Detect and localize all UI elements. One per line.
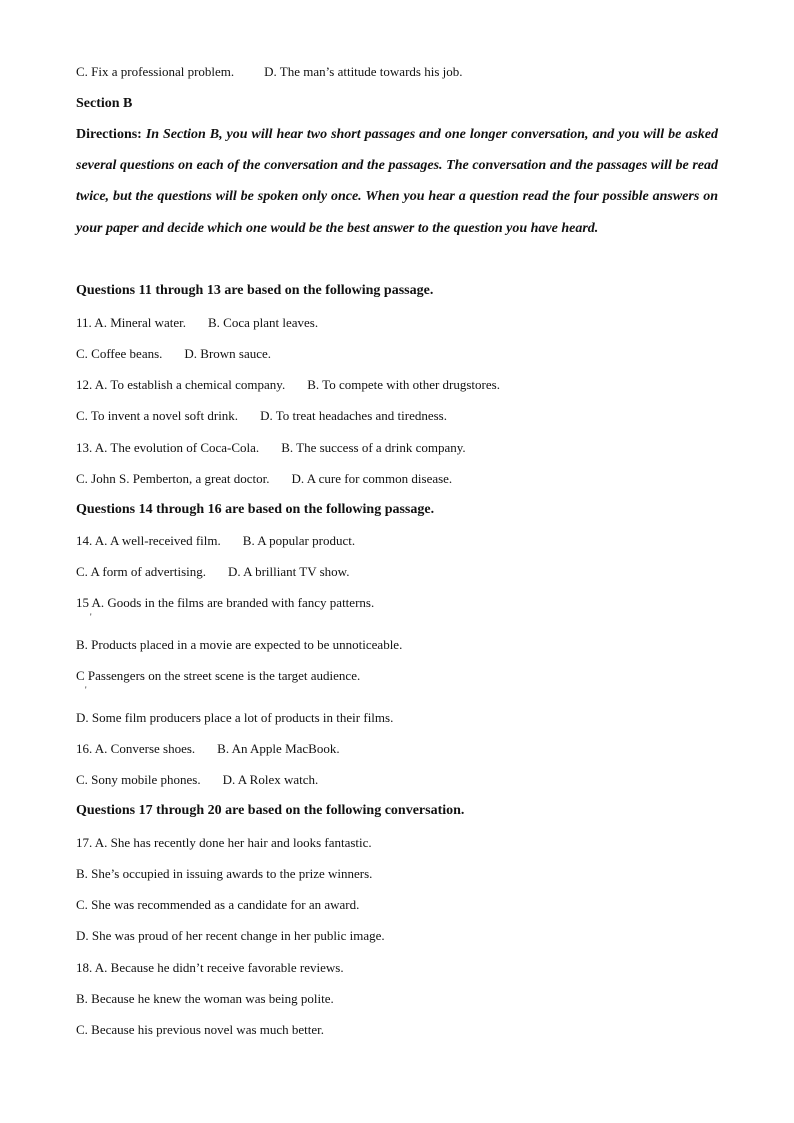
question-15-d [76, 710, 393, 726]
question-12-ab [76, 377, 500, 393]
question-18-b [76, 991, 334, 1007]
question-18-c [76, 1022, 324, 1038]
question-11-ab [76, 315, 318, 331]
option-b: B. An Apple MacBook. [217, 741, 340, 756]
option-d: D. A Rolex watch. [222, 772, 319, 787]
stray-mark: ' [85, 685, 87, 695]
question-17-b [76, 866, 372, 882]
option-b: B. She’s occupied in issuing awards to the prize winners. [76, 866, 373, 881]
question-17-a [76, 835, 372, 851]
section-title: Section B [76, 96, 133, 111]
option-c: C. She was recommended as a candidate for an award. [76, 897, 360, 912]
question-17-c [76, 897, 359, 913]
option-d: D. Some film producers place a lot of products in their films. [76, 710, 394, 725]
question-11-cd [76, 346, 271, 362]
option-c: C. Sony mobile phones. [76, 772, 201, 787]
option-c: C Passengers on the street scene is the target audience. [76, 668, 361, 683]
question-12-cd [76, 408, 447, 424]
option-c: C. Coffee beans. [76, 346, 163, 361]
option-b: B. A popular product. [242, 533, 356, 548]
question-16-ab [76, 741, 340, 757]
question-13-ab [76, 440, 466, 456]
option-c: C. John S. Pemberton, a great doctor. [76, 471, 270, 486]
group-heading-11-13: Questions 11 through 13 are based on the following passage. [76, 283, 434, 298]
option-d: D. To treat headaches and tiredness. [260, 408, 447, 423]
directions-label: Directions: [76, 127, 142, 142]
group-heading-17-20: Questions 17 through 20 are based on the following conversation. [76, 803, 465, 818]
question-15-b [76, 637, 402, 653]
directions-text: In Section B, you will hear two short passages and one longer conversation, and you will be asked several questions on each of the conversation and the passages. The conversation and the passages will be read twice, but the questions will be spoken only once. When you hear a question read the four possible answers on your paper and decide which one would be the best answer to the question you have heard. [76, 127, 718, 236]
option-b: B. Products placed in a movie are expected to be unnoticeable. [76, 637, 403, 652]
question-15-a [76, 595, 374, 611]
option-d: D. A brilliant TV show. [228, 564, 350, 579]
option-c: C. To invent a novel soft drink. [76, 408, 239, 423]
option-d: D. Brown sauce. [184, 346, 272, 361]
directions [76, 119, 718, 244]
option-b: B. Coca plant leaves. [208, 315, 319, 330]
option-a: 14. A. A well-received film. [76, 533, 221, 548]
option-b: B. The success of a drink company. [281, 440, 466, 455]
option-a: 11. A. Mineral water. [76, 315, 186, 330]
option-c: C. Fix a professional problem. [76, 64, 235, 79]
option-b: B. To compete with other drugstores. [307, 377, 500, 392]
question-15-c [76, 668, 360, 684]
option-d: D. The man’s attitude towards his job. [264, 64, 463, 79]
group-heading-14-16: Questions 14 through 16 are based on the following passage. [76, 502, 435, 517]
option-a: 12. A. To establish a chemical company. [76, 377, 286, 392]
question-18-a [76, 960, 344, 976]
option-c: C. Because his previous novel was much better. [76, 1022, 325, 1037]
prev-question-options [76, 64, 463, 80]
option-a: 15 A. Goods in the films are branded with fancy patterns. [76, 595, 375, 610]
option-b: B. Because he knew the woman was being polite. [76, 991, 334, 1006]
option-a: 16. A. Converse shoes. [76, 741, 196, 756]
option-a: 13. A. The evolution of Coca-Cola. [76, 440, 260, 455]
option-a: 18. A. Because he didn’t receive favorable reviews. [76, 960, 344, 975]
stray-mark: ' [90, 612, 92, 622]
option-d: D. A cure for common disease. [291, 471, 453, 486]
question-16-cd [76, 772, 318, 788]
question-13-cd [76, 471, 452, 487]
option-c: C. A form of advertising. [76, 564, 206, 579]
question-17-d [76, 928, 385, 944]
option-a: 17. A. She has recently done her hair and looks fantastic. [76, 835, 372, 850]
question-14-ab [76, 533, 355, 549]
question-14-cd [76, 564, 349, 580]
option-d: D. She was proud of her recent change in her public image. [76, 928, 385, 943]
